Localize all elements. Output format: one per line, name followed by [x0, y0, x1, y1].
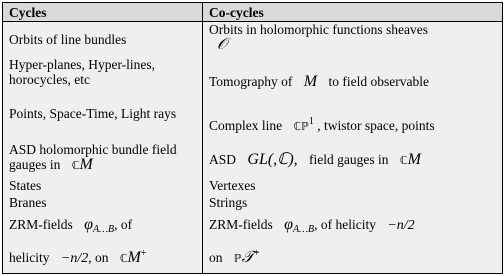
cycle-cell: Points, Space-Time, Light rays — [3, 106, 203, 142]
cycle-cell: Branes — [3, 195, 203, 212]
cycle-cell: States — [3, 178, 203, 195]
table-row — [3, 22, 503, 58]
cocycle-cell: ASD GL(,ℂ), field gauges in ℂM — [203, 142, 503, 178]
table-row — [3, 106, 503, 142]
cycle-cell: Orbits of line bundles — [3, 22, 203, 58]
cocycle-cell: Vertexes — [203, 178, 503, 195]
header-cocycles: Co-cycles — [203, 3, 503, 22]
cycle-cell: ASD holomorphic bundle field gauges in ℂM — [3, 142, 203, 178]
cycle-cell: ZRM-fields $\varphi_{A\dots B}$, of helicity −n/2, on ℂM+ — [3, 212, 203, 274]
table-row — [3, 142, 503, 178]
table-row — [3, 195, 503, 212]
cocycle-cell: ZRM-fields $\varphi_{A\dots B}$, of helicity −n/2 on ℙ𝒯+ — [203, 212, 503, 274]
header-cycles: Cycles — [3, 3, 203, 22]
cocycle-cell: Orbits in holomorphic functions sheaves 𝒪 — [203, 22, 503, 58]
cocycle-cell: Tomography of M to field observable — [203, 57, 503, 106]
cycle-cell: Hyper-planes, Hyper-lines, horocycles, etc — [3, 57, 203, 106]
table-row — [3, 57, 503, 106]
cycles-cocycles-table — [2, 2, 503, 274]
table-row — [3, 178, 503, 195]
header-row — [3, 3, 503, 22]
table-row — [3, 212, 503, 274]
cocycle-cell: Complex line ℂℙ$^1$ , twistor space, points — [203, 106, 503, 142]
cocycle-cell: Strings — [203, 195, 503, 212]
sheaf-symbol: 𝒪 — [217, 36, 228, 53]
